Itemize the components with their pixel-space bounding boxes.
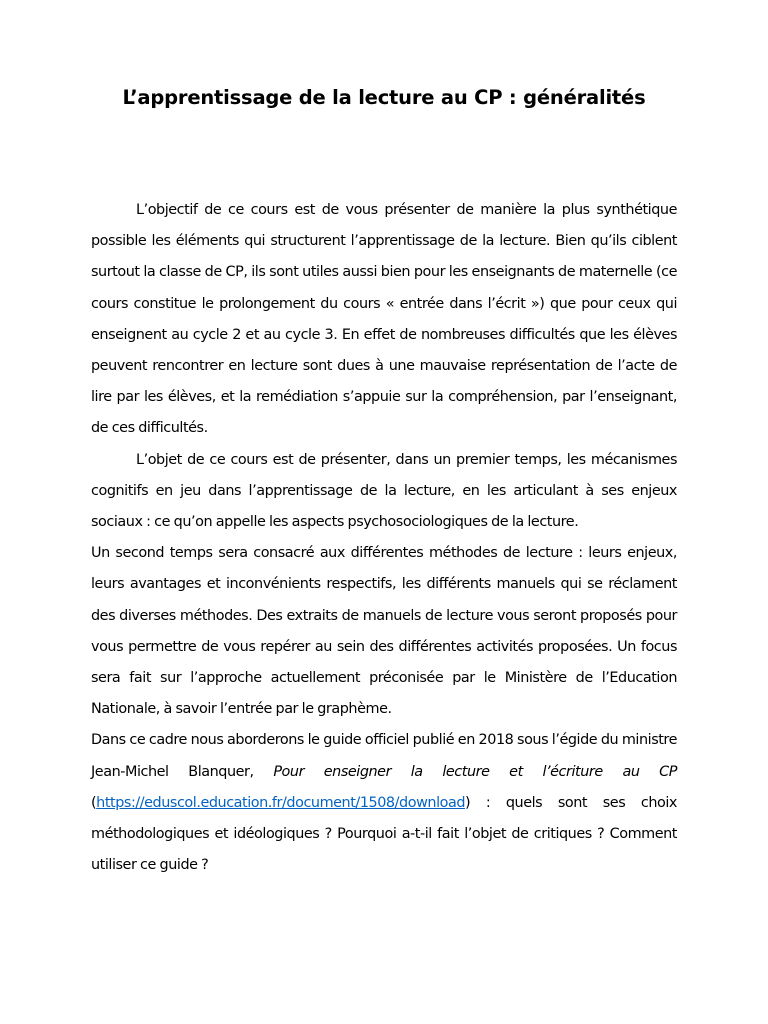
guide-book-title: Pour enseigner la lecture et l’écriture au CP	[273, 763, 678, 780]
guide-open-paren: (	[91, 794, 97, 811]
document-body	[91, 195, 677, 881]
paragraph-object: L’objet de ce cours est de présenter, dans un premier temps, les mécanismes cognitifs en jeu dans l’apprentissage de la lecture, en les articulant à ses enjeux sociaux : ce qu’on appelle les aspects psychosociologiques de la lecture.	[91, 451, 677, 531]
document-title: L’apprentissage de la lecture au CP : généralités	[122, 86, 646, 109]
paragraph-second-part: Un second temps sera consacré aux différentes méthodes de lecture : leurs enjeux, leurs avantages et inconvénients respectifs, les différents manuels qui se réclament des diverses méthodes. Des extraits de manuels de lecture vous seront proposés pour vous permettre de vous repérer au sein des différentes activités proposées. Un focus sera fait sur l’approche actuellement préconisée par le Ministère de l’Education Nationale, à savoir l’entrée par le graphème.	[91, 545, 677, 718]
paragraph-objective: L’objectif de ce cours est de vous présenter de manière la plus synthétique possible les éléments qui structurent l’apprentissage de la lecture. Bien qu’ils ciblent surtout la classe de CP, ils sont utiles aussi bien pour les enseignants de maternelle (ce cours constitue le prolongement du cours « entrée dans l’écrit ») que pour ceux qui enseignent au cycle 2 et au cycle 3. En effet de nombreuses difficultés que les élèves peuvent rencontrer en lecture sont dues à une mauvaise représentation de l’acte de lire par les élèves, et la remédiation s’appuie sur la compréhension, par l’enseignant, de ces difficultés.	[91, 202, 677, 437]
guide-text-start: Dans ce cadre nous aborderons le guide officiel publié en 2018 sous l’égide du ministre Jean-Michel Blanquer,	[91, 732, 677, 780]
paragraph-guide	[91, 725, 677, 881]
guide-text-end: ) : quels sont ses choix méthodologiques et idéologiques ? Pourquoi a-t-il fait l’objet de critiques ? Comment utiliser ce guide ?	[91, 794, 677, 874]
eduscol-link[interactable]: https://eduscol.education.fr/document/1508/download	[96, 794, 466, 811]
